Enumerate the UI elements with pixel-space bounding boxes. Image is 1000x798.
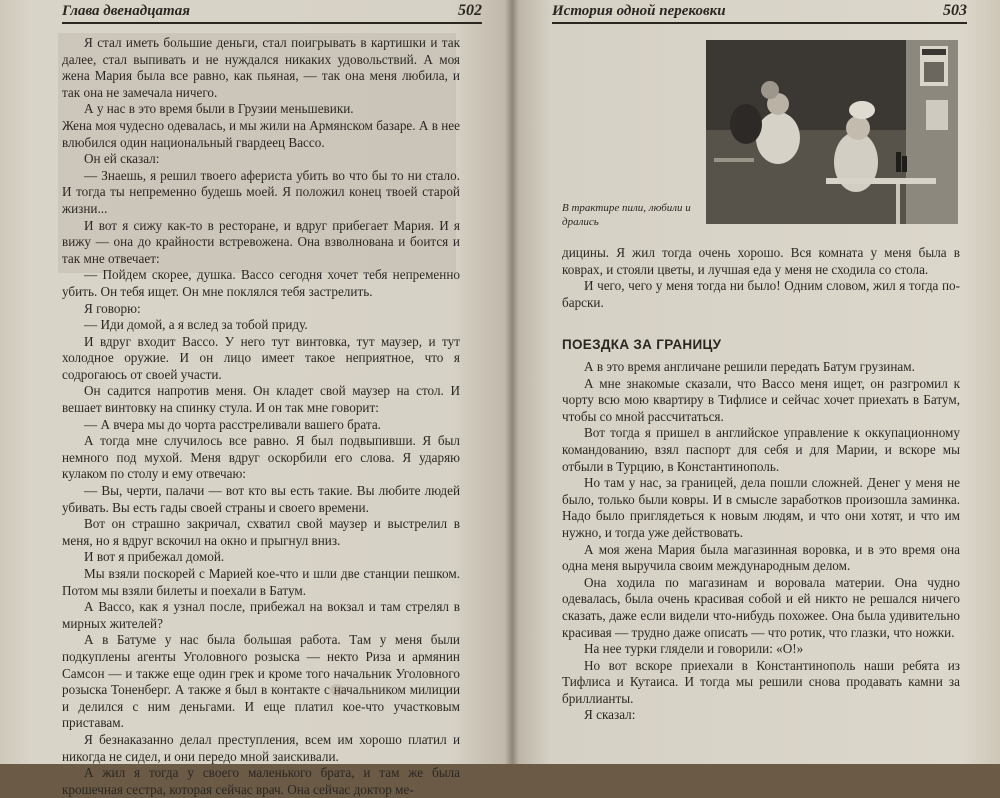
right-text-column-top [562, 245, 960, 311]
paragraph: Мы взяли поскорей с Марией кое-что и шли две станции пешком. Потом мы взяли билеты и поехали в Батум. [62, 566, 460, 598]
paragraph: Вот тогда я пришел в английское управление к оккупационному командованию, взял паспорт для себя и для Марии, и вскоре мы отбыли в Турцию, в Константинополь. [562, 425, 960, 474]
paragraph: А тогда мне случилось все равно. Я был подвыпивши. Я был немного под мухой. Меня вдруг оскорбили его слова. Я ударяю кулаком по столу и ему отвечаю: [62, 433, 460, 482]
paragraph: Он ей сказал: [84, 151, 160, 167]
section-heading: ПОЕЗДКА ЗА ГРАНИЦУ [562, 337, 722, 352]
right-text-column [562, 359, 960, 724]
photo-illustration [706, 40, 958, 224]
paragraph: Я безнаказанно делал преступления, всем им хорошо платил и никогда не сидел, и они передо мной заискивали. [62, 731, 460, 764]
paragraph: А Вассо, как я узнал после, прибежал на вокзал и там стрелял в мирных жителей? [62, 599, 460, 631]
page-header [552, 0, 967, 24]
paragraph: А у нас в это время были в Грузии меньшевики. [84, 101, 354, 117]
paragraph: — Знаешь, я решил твоего афериста убить во что бы то ни стало. И тогда ты непременно будешь моей. Я положил конец твоей старой жизни... [62, 167, 460, 216]
paragraph: — Вы, черти, палачи — вот кто вы есть такие. Вы любите людей убивать. Вы есть гады своей страны и своего времени. [62, 483, 460, 515]
paragraph: — Пойдем скорее, душка. Вассо сегодня хочет тебя непременно убить. Он тебя ищет. Он мне поклялся тебя застрелить. [62, 267, 460, 299]
paragraph: дицины. Я жил тогда очень хорошо. Вся комната у меня была в коврах, и стояли цветы, и лучшая еда у меня не сходила со стола. [562, 245, 960, 277]
paragraph: И вот я сижу как-то в ресторане, и вдруг прибегает Мария. И я вижу — она до крайности встревожена. Она взволнована и боится и так мне отвечает: [62, 217, 460, 266]
paragraph: Я говорю: [84, 300, 141, 316]
paragraph: И чего, чего у меня тогда ни было! Одним словом, жил я тогда по-барски. [562, 278, 960, 310]
paragraph: Вот он страшно закричал, схватил свой маузер и выстрелил в меня, но я вдруг вскочил на окно и прыгнул вниз. [62, 516, 460, 548]
paragraph: Но там у нас, за границей, дела пошли сложней. Денег у меня не было, только были ковры. И в смысле заработков произошла заминка. Надо было приглядеться к новым людям, и что они хотят, и что им нужно, и тогда уже действовать. [562, 475, 960, 540]
paragraph: Жена моя чудесно одевалась, и мы жили на Армянском базаре. А в нее влюбился один национальный гвардеец Вассо. [62, 117, 460, 150]
paragraph: Я сказал: [584, 707, 636, 723]
page-number: 502 [458, 2, 482, 19]
page-number: 503 [943, 2, 967, 19]
paragraph: — А вчера мы до чорта расстреливали вашего брата. [84, 416, 381, 432]
book-gutter [505, 0, 519, 764]
paragraph: — Иди домой, а я вслед за тобой приду. [84, 317, 308, 333]
left-text-column [62, 35, 460, 798]
paragraph: А в это время англичане решили передать Батум грузинам. [584, 359, 915, 374]
paragraph: Он садится напротив меня. Он кладет свой маузер на стол. И вешает винтовку на спинку стула. И он так мне говорит: [62, 383, 460, 416]
right-page [512, 0, 1000, 764]
paragraph: А моя жена Мария была магазинная воровка, и в это время она одна меня выручила своим международным делом. [562, 541, 960, 574]
paragraph: И вдруг входит Вассо. У него тут винтовка, тут маузер, и тут холодное оружие. И он лицо имеет такое неприятное, что я содрогаюсь от своей участи. [62, 333, 460, 382]
page-header [62, 0, 482, 24]
paragraph: А жил я тогда у своего маленького брата, и там же была крошечная сестра, которая сейчас врач. Она сейчас доктор ме- [62, 765, 460, 797]
running-title: История одной перековки [552, 3, 726, 19]
paragraph: Но вот вскоре приехали в Константинополь наши ребята из Тифлиса и Кутаиса. И тогда мы решили снова продавать камни за бриллианты. [562, 657, 960, 706]
paragraph: Я стал иметь большие деньги, стал поигрывать в картишки и так далее, стал выпивать и не нуждался никаких удовольствий. А моя жена Мария была все равно, как пьяная, — так она меня любила, и так она не замечала ничего. [62, 35, 460, 100]
paragraph: Она ходила по магазинам и воровала материи. Она чудно одевалась, была очень красивая собой и ей никто не решался ничего сказать, даже если видели что-нибудь похожее. Она была удивительно красивая — трудно даже описать — что ротик, что глазки, что ножки. [562, 574, 960, 640]
paragraph: А мне знакомые сказали, что Вассо меня ищет, он разгромил к чорту всю мою квартиру в Тифлисе и сейчас хочет приехать в Батум, чтобы со мной рассчитаться. [562, 375, 960, 424]
paragraph: На нее турки глядели и говорили: «О!» [584, 641, 804, 657]
chapter-title: Глава двенадцатая [62, 3, 190, 19]
paragraph: И вот я прибежал домой. [84, 549, 225, 565]
tavern-photo [706, 40, 958, 224]
paragraph: А в Батуме у нас была большая работа. Там у меня были подкуплены агенты Уголовного розыска — некто Риза и армянин Самсон — и также еще один грек и кроме того начальник Уголовного розыска Тоненберг. А также я был в контакте с начальником милиции и делился с ним деньгами. И еще платил кое-что участковым приставам. [62, 632, 460, 731]
photo-caption: В трактире пили, любили и дрались [562, 202, 691, 228]
